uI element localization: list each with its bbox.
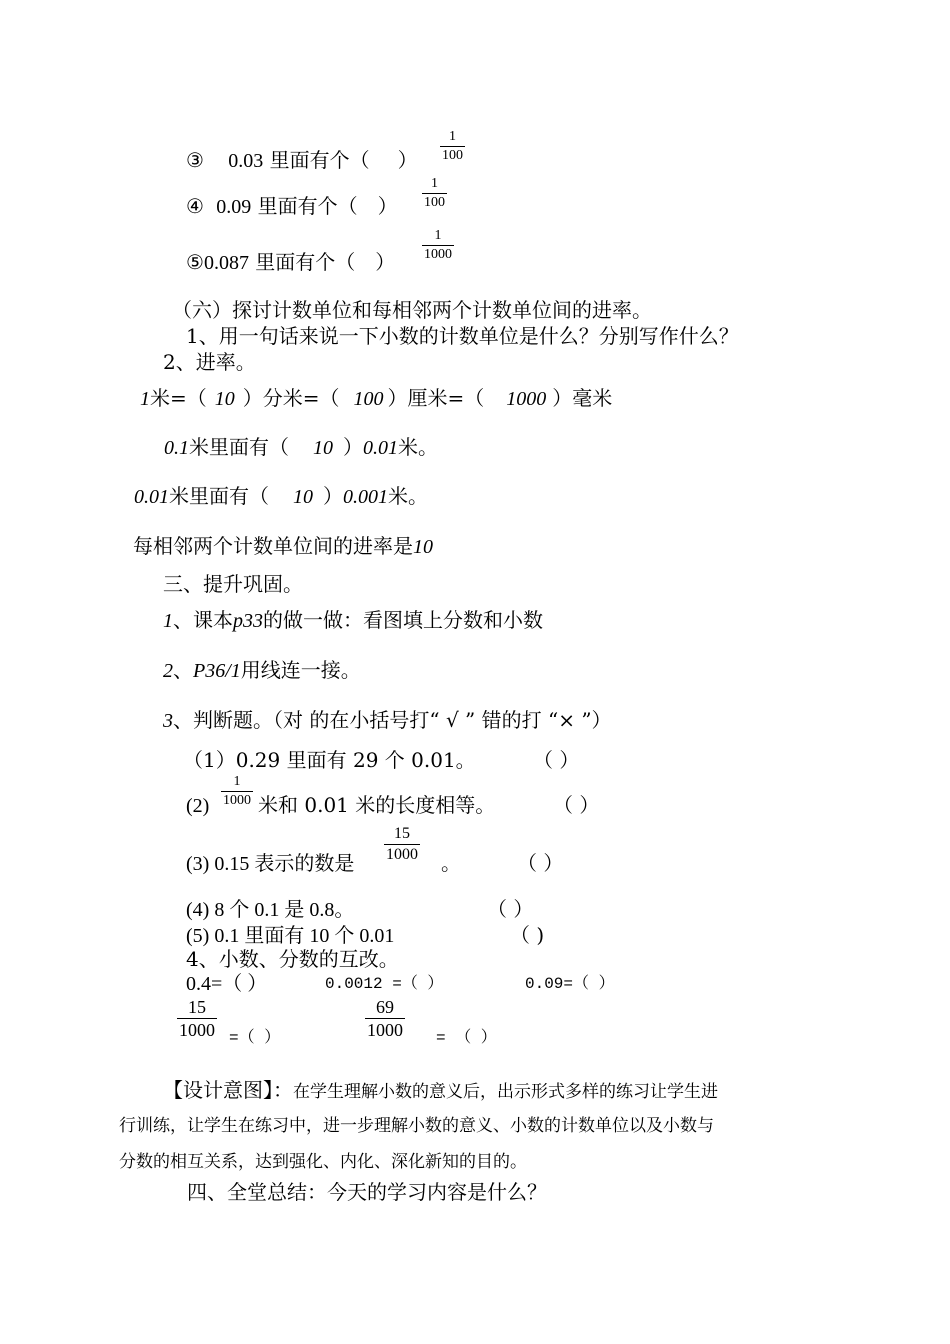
judge-text: 。 <box>441 851 461 875</box>
answer-value: 10 <box>413 536 433 558</box>
answer-value: 1000 <box>506 388 547 410</box>
ratio-line-1: 0.1米里面有（ 10 ）0.01米。 <box>164 435 438 459</box>
fraction <box>177 998 217 1039</box>
answer-value: 10 <box>313 437 333 459</box>
units-line: 1米=（ 10 ）分米=（ 100 ）厘米=（ 1000 ）毫米 <box>140 386 613 410</box>
section-heading: 三、提升巩固。 <box>163 572 303 596</box>
judge-item-4: (4) 8 个 0.1 是 0.8。 <box>186 899 355 921</box>
exercise-text: 里面有个（ <box>269 148 370 172</box>
convert-item: = （ ） <box>436 1029 497 1047</box>
fraction <box>422 229 454 262</box>
ratio-conclusion: 每相邻两个计数单位间的进率是10 <box>133 534 433 558</box>
section-heading: （六）探讨计数单位和每相邻两个计数单位间的进率。 <box>172 298 652 322</box>
fraction-numerator: 1 <box>434 228 442 243</box>
exercise-item-5 <box>186 252 395 273</box>
judge-paren: （ ） <box>517 851 564 875</box>
judge-paren: （ ) <box>510 923 545 947</box>
fraction-denominator: 100 <box>442 148 463 163</box>
exercise-marker: ⑤ <box>186 250 204 274</box>
exercise-decimal: 0.09 <box>216 196 252 218</box>
answer-value: 10 <box>293 486 313 508</box>
fraction-denominator: 1000 <box>179 1020 215 1040</box>
design-intent-label: 【设计意图】： <box>163 1078 293 1102</box>
fraction <box>221 775 253 808</box>
convert-item: 0.4=（ ） <box>186 973 268 995</box>
design-intent-line-1: 【设计意图】：在学生理解小数的意义后，出示形式多样的练习让学生进 <box>163 1078 718 1102</box>
practice-item-1: 1、课本p33的做一做：看图填上分数和小数 <box>163 608 543 632</box>
design-intent-line-3: 分数的相互关系，达到强化、内化、深化新知的目的。 <box>119 1152 527 1172</box>
fraction-numerator: 1 <box>449 129 456 144</box>
exercise-close: ） <box>377 194 398 218</box>
exercise-item-4 <box>186 196 398 217</box>
question-2: 2、进率。 <box>163 350 256 374</box>
question-1: 1、用一句话来说一下小数的计数单位是什么？分别写作什么？ <box>186 324 739 348</box>
practice-item-2: 2、P36/1用线连一接。 <box>163 658 361 682</box>
fraction-denominator: 1000 <box>367 1020 403 1040</box>
summary-heading: 四、全堂总结：今天的学习内容是什么？ <box>187 1180 547 1204</box>
fraction-numerator: 15 <box>394 825 410 842</box>
exercise-decimal: 0.03 <box>228 150 264 172</box>
exercise-close: ） <box>397 148 418 172</box>
judge-item-1: （1）0.29 里面有 29 个 0.01。 <box>183 748 476 772</box>
fraction <box>365 998 405 1039</box>
fraction <box>440 130 465 163</box>
fraction-numerator: 1 <box>431 176 438 191</box>
fraction-numerator: 1 <box>233 774 241 789</box>
fraction-denominator: 1000 <box>386 846 418 863</box>
exercise-text: 里面有个（ <box>255 250 356 274</box>
fraction-numerator: 15 <box>188 997 206 1017</box>
practice-item-3: 3、判断题。（对 的在小括号打“ √ ” 错的打 “× ”） <box>163 708 612 732</box>
fraction-denominator: 1000 <box>424 247 452 262</box>
exercise-close: ） <box>375 250 396 274</box>
fraction-denominator: 1000 <box>223 793 251 808</box>
convert-item: =（ ） <box>229 1029 281 1047</box>
answer-value: 10 <box>214 388 235 410</box>
convert-item: 0.09=（ ） <box>525 975 615 993</box>
answer-value: 100 <box>353 388 384 410</box>
fraction <box>422 177 447 210</box>
judge-item-2: (2) <box>186 795 210 817</box>
exercise-marker: ④ <box>186 194 204 218</box>
convert-item: 0.0012 =（ ） <box>325 975 444 993</box>
judge-paren: （ ） <box>487 897 534 921</box>
exercise-decimal: 0.087 <box>203 252 249 274</box>
fraction <box>384 826 420 863</box>
fraction-denominator: 100 <box>424 195 445 210</box>
ratio-line-2: 0.01米里面有（ 10 ）0.001米。 <box>134 484 428 508</box>
judge-paren: （ ） <box>533 748 580 772</box>
judge-text: 米和 0.01 米的长度相等。 <box>258 793 496 817</box>
exercise-item-3 <box>186 150 418 171</box>
exercise-marker: ③ <box>186 148 204 172</box>
design-intent-line-2: 行训练，让学生在练习中，进一步理解小数的意义、小数的计数单位以及小数与 <box>119 1116 714 1136</box>
fraction-numerator: 69 <box>376 997 394 1017</box>
judge-paren: （ ） <box>553 793 600 817</box>
practice-item-4: 4、小数、分数的互改。 <box>186 947 399 971</box>
exercise-text: 里面有个（ <box>257 194 358 218</box>
judge-item-3: (3) 0.15 表示的数是 <box>186 853 355 875</box>
judge-item-5: (5) 0.1 里面有 10 个 0.01 <box>186 925 395 947</box>
